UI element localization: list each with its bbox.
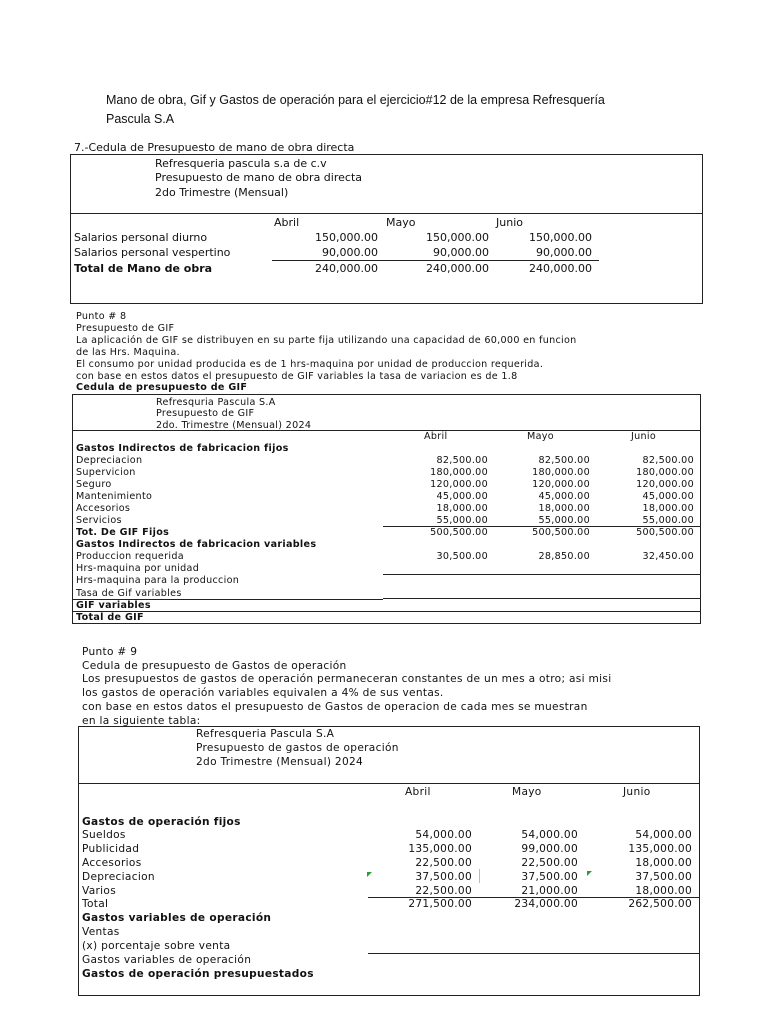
section8-heading: Punto # 8	[76, 311, 127, 322]
section8-production-label: Produccion requerida	[76, 551, 184, 562]
section8-row-label: Seguro	[76, 479, 112, 490]
section7-total-rule	[272, 260, 599, 261]
intro-line-1: Mano de obra, Gif y Gastos de operación para el ejercicio#12 de la empresa Refresquería	[106, 93, 605, 107]
section8-row-label: Depreciacion	[76, 455, 143, 466]
section8-fixed-total-label: Tot. De GIF Fijos	[76, 527, 170, 538]
section9-cell: 18,000.00	[635, 885, 692, 897]
section8-month-mayo: Mayo	[527, 431, 554, 442]
section8-production-cell: 30,500.00	[436, 551, 488, 562]
section8-cell: 55,000.00	[436, 515, 488, 526]
section9-ventas: Ventas	[82, 926, 120, 938]
section9-row-label: Sueldos	[82, 829, 126, 841]
section8-variable-title: Gastos Indirectos de fabricacion variables	[76, 539, 317, 550]
section7-row-label: Salarios personal diurno	[74, 231, 208, 244]
section7-total-label: Total de Mano de obra	[74, 262, 213, 275]
section8-cell: 120,000.00	[636, 479, 694, 490]
section8-fixed-total-cell: 500,500.00	[532, 527, 590, 538]
section9-cell: 21,000.00	[521, 885, 578, 897]
section8-cell: 18,000.00	[538, 503, 590, 514]
section9-cell: 22,500.00	[521, 857, 578, 869]
section8-row-label: Accesorios	[76, 503, 131, 514]
section8-row-label: Hrs-maquina para la produccion	[76, 575, 240, 586]
section7-cell: 90,000.00	[536, 246, 592, 259]
section8-fixed-title: Gastos Indirectos de fabricacion fijos	[76, 443, 289, 454]
section8-cell: 45,000.00	[538, 491, 590, 502]
section9-month-mayo: Mayo	[512, 786, 542, 798]
section8-rule	[383, 574, 701, 575]
section8-cell: 82,500.00	[642, 455, 694, 466]
section7-company: Refresqueria pascula s.a de c.v	[155, 157, 327, 170]
section8-row-label: Supervicion	[76, 467, 136, 478]
section8-line: de las Hrs. Maquina.	[76, 347, 180, 358]
section8-cell: 82,500.00	[538, 455, 590, 466]
cell-error-flag	[367, 872, 372, 877]
section9-total-cell: 271,500.00	[408, 898, 472, 910]
section9-cell: 22,500.00	[415, 885, 472, 897]
section8-line: El consumo por unidad producida es de 1 hrs-maquina por unidad de produccion requerida.	[76, 359, 544, 370]
section9-cell: 37,500.00	[635, 871, 692, 883]
section8-gif-variables: GIF variables	[76, 600, 151, 611]
section9-subtitle: Presupuesto de gastos de operación	[196, 742, 399, 754]
section7-month-mayo: Mayo	[386, 216, 416, 229]
section8-company: Refresquria Pascula S.A	[156, 397, 276, 408]
section9-heading: Punto # 9	[82, 646, 138, 658]
section8-cell: 18,000.00	[642, 503, 694, 514]
section8-cell: 55,000.00	[538, 515, 590, 526]
section8-production-cell: 32,450.00	[642, 551, 694, 562]
section8-cell: 45,000.00	[642, 491, 694, 502]
section9-period: 2do Trimestre (Mensual) 2024	[196, 756, 364, 768]
section9-fixed-title: Gastos de operación fijos	[82, 816, 241, 828]
section9-total-cell: 262,500.00	[628, 898, 692, 910]
section8-line: con base en estos datos el presupuesto de GIF variables la tasa de variacion es de 1.8	[76, 371, 518, 382]
section8-fixed-total-cell: 500,500.00	[636, 527, 694, 538]
section8-production-cell: 28,850.00	[538, 551, 590, 562]
section9-porcentaje: (x) porcentaje sobre venta	[82, 940, 231, 952]
section8-month-junio: Junio	[631, 431, 657, 442]
section9-line: Cedula de presupuesto de Gastos de operación	[82, 660, 347, 672]
section8-header-rule	[72, 430, 701, 431]
section9-cell: 54,000.00	[415, 829, 472, 841]
section9-cell: 135,000.00	[408, 843, 472, 855]
section9-gastos-variables: Gastos variables de operación	[82, 954, 252, 966]
section9-cell: 37,500.00	[415, 871, 472, 883]
section8-month-abril: Abril	[424, 431, 448, 442]
section9-line: Los presupuestos de gastos de operación permaneceran constantes de un mes a otro; asi misi	[82, 673, 612, 685]
section8-cell: 82,500.00	[436, 455, 488, 466]
section8-cell: 180,000.00	[430, 467, 488, 478]
section8-line: La aplicación de GIF se distribuyen en su parte fija utilizando una capacidad de 60,000 en funcion	[76, 335, 577, 346]
section9-company: Refresqueria Pascula S.A	[196, 728, 335, 740]
section9-row-label: Depreciacion	[82, 871, 155, 883]
section8-rule	[383, 598, 701, 599]
section7-total-cell: 240,000.00	[529, 262, 592, 275]
cell-error-flag	[587, 871, 592, 876]
section7-title: 7.-Cedula de Presupuesto de mano de obra directa	[74, 141, 355, 154]
section7-cell: 150,000.00	[426, 231, 489, 244]
section8-subtitle: Presupuesto de GIF	[156, 408, 255, 419]
section7-cell: 150,000.00	[529, 231, 592, 244]
intro-line-2: Pascula S.A	[106, 112, 175, 126]
cell-divider	[479, 869, 480, 883]
section7-subtitle: Presupuesto de mano de obra directa	[155, 171, 362, 184]
section9-cell: 99,000.00	[521, 843, 578, 855]
section9-line: con base en estos datos el presupuesto de Gastos de operacion de cada mes se muestran	[82, 701, 588, 713]
section9-header-rule	[78, 783, 700, 784]
section9-presupuestados: Gastos de operación presupuestados	[82, 968, 314, 980]
section8-row-label: Servicios	[76, 515, 122, 526]
section8-cell: 55,000.00	[642, 515, 694, 526]
section8-row-label: Mantenimiento	[76, 491, 153, 502]
section7-month-abril: Abril	[274, 216, 300, 229]
section8-fixed-total-cell: 500,500.00	[430, 527, 488, 538]
section8-row-label: Hrs-maquina por unidad	[76, 563, 200, 574]
section9-rule	[368, 953, 700, 954]
section8-line: Presupuesto de GIF	[76, 323, 175, 334]
section8-cell: 45,000.00	[436, 491, 488, 502]
section9-total-cell: 234,000.00	[514, 898, 578, 910]
section8-cell: 180,000.00	[636, 467, 694, 478]
section7-month-junio: Junio	[496, 216, 523, 229]
section8-rule	[72, 611, 701, 612]
section8-cell: 120,000.00	[532, 479, 590, 490]
section7-period: 2do Trimestre (Mensual)	[155, 186, 289, 199]
section7-cell: 150,000.00	[315, 231, 378, 244]
section7-total-cell: 240,000.00	[426, 262, 489, 275]
section8-period: 2do. Trimestre (Mensual) 2024	[156, 420, 312, 431]
section9-month-abril: Abril	[405, 786, 431, 798]
section8-total-gif: Total de GIF	[76, 612, 144, 623]
section9-variable-title: Gastos variables de operación	[82, 912, 272, 924]
section7-row-label: Salarios personal vespertino	[74, 246, 231, 259]
section7-cell: 90,000.00	[322, 246, 378, 259]
section9-row-label: Varios	[82, 885, 117, 897]
section9-line: los gastos de operación variables equivalen a 4% de sus ventas.	[82, 687, 444, 699]
section9-cell: 18,000.00	[635, 857, 692, 869]
section8-cell: 18,000.00	[436, 503, 488, 514]
section9-cell: 22,500.00	[415, 857, 472, 869]
section8-cell: 180,000.00	[532, 467, 590, 478]
section9-cell: 37,500.00	[521, 871, 578, 883]
section8-cedula-title: Cedula de presupuesto de GIF	[76, 382, 248, 393]
section7-header-rule	[70, 213, 703, 214]
section7-cell: 90,000.00	[433, 246, 489, 259]
section9-month-junio: Junio	[623, 786, 651, 798]
section9-line: en la siguiente tabla:	[82, 715, 201, 727]
section9-cell: 54,000.00	[635, 829, 692, 841]
section8-row-label: Tasa de Gif variables	[76, 588, 182, 599]
section7-total-cell: 240,000.00	[315, 262, 378, 275]
section9-total-label: Total	[82, 898, 109, 910]
section9-row-label: Accesorios	[82, 857, 142, 869]
section9-row-label: Publicidad	[82, 843, 140, 855]
section9-cell: 54,000.00	[521, 829, 578, 841]
section9-cell: 135,000.00	[628, 843, 692, 855]
section8-cell: 120,000.00	[430, 479, 488, 490]
